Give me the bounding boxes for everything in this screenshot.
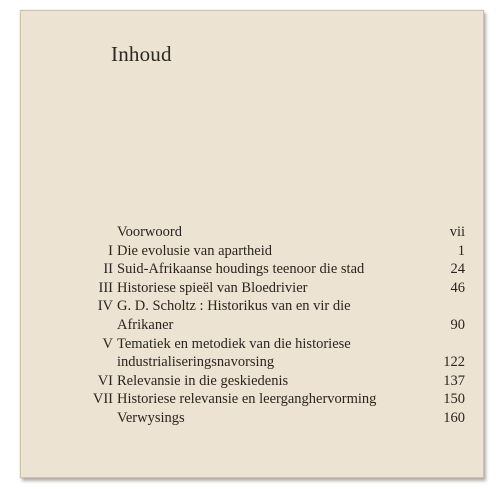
chapter-title: Suid-Afrikaanse houdings teenoor die stad xyxy=(117,261,365,278)
chapter-number: VII xyxy=(92,391,113,408)
page-number: 122 xyxy=(443,354,465,371)
page-number: vii xyxy=(449,224,465,240)
page-number: 160 xyxy=(443,409,465,426)
toc-entry xyxy=(21,335,483,354)
toc-entry xyxy=(21,260,483,279)
chapter-number: IV xyxy=(97,298,113,315)
toc-entry xyxy=(21,223,483,242)
toc-entry xyxy=(21,409,483,428)
page-title: Inhoud xyxy=(111,42,172,66)
page-number: 1 xyxy=(457,242,465,259)
chapter-title: G. D. Scholtz : Historikus van en vir die xyxy=(117,298,351,315)
toc-entry xyxy=(21,242,483,261)
page-number: 46 xyxy=(450,279,465,296)
book-page xyxy=(20,10,484,478)
toc-entry xyxy=(21,279,483,298)
table-of-contents xyxy=(21,223,483,428)
chapter-title: Afrikaner xyxy=(117,316,174,333)
chapter-number: VI xyxy=(97,372,113,389)
chapter-number: I xyxy=(108,242,113,259)
chapter-title: Historiese relevansie en leerganghervorming xyxy=(117,391,377,408)
page-number: 24 xyxy=(450,261,465,278)
toc-entry xyxy=(21,390,483,409)
chapter-title: Die evolusie van apartheid xyxy=(117,242,273,259)
toc-entry xyxy=(21,372,483,391)
page-number: 137 xyxy=(443,372,465,389)
toc-entry xyxy=(21,316,483,335)
toc-entry xyxy=(21,353,483,372)
toc-entry xyxy=(21,297,483,316)
chapter-title: Voorwoord xyxy=(117,224,182,240)
page-number: 150 xyxy=(443,391,465,408)
chapter-number: II xyxy=(103,261,113,278)
chapter-number: V xyxy=(102,335,113,352)
chapter-number: III xyxy=(98,279,113,296)
chapter-title: Verwysings xyxy=(117,409,185,426)
chapter-title: industrialiseringsnavorsing xyxy=(117,354,275,371)
chapter-title: Historiese spieël van Bloedrivier xyxy=(117,279,308,296)
chapter-title: Tematiek en metodiek van die historiese xyxy=(117,335,351,352)
chapter-title: Relevansie in die geskiedenis xyxy=(117,372,289,389)
page-number: 90 xyxy=(450,316,465,333)
